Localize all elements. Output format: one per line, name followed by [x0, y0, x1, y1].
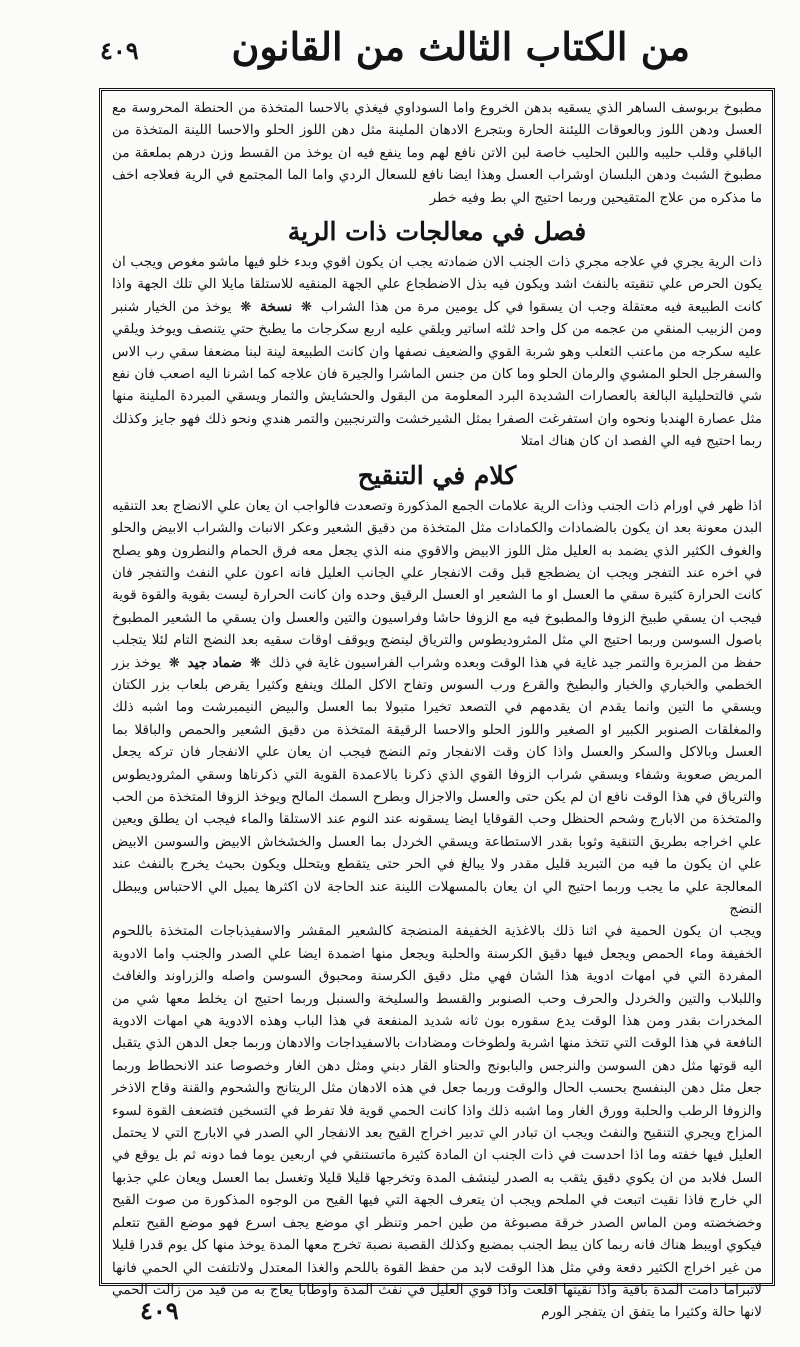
paragraph-purulence-text: اذا ظهر في اورام ذات الجنب وذات الرية علامات الجمع المذكورة وتصعدت فالواجب ان يعان علي الانضاج بعد التنقيه البدن معونة بعد ان يكون بالضمادات والكمادات مثل المتخذة من دقيق الشعير وعكر الانبات والشراب الابيض والحلو والغوف الكثير الذي يضمد به العليل مثل اللوز الابيض والاقوي منه الذي يجعل معه فرق الحمام والنطرون وهو يصلح في اخره عند التفجر ويجب ان يضطجع قبل وقت الانفجار علي الجانب العليل فانه اعون علي النفث والتفجر فان كانت الحرارة كثيرة سقي ما العسل او ما الشعير او العسل الرقيق وحده وان كانت الحرارة ليست بقوية والقوة قوية فيجب ان يسقي طبيخ الزوفا والمطبوخ فيه مع الزوفا حاشا وفراسيون والتين والعسل وان يسقي ما الشعير المطبوخ باصول السوسن وربما احتيج الي مثل المثروديطوس والترياق لينضج ويوقف اوقات سقيه بعد النضج التام لئلا يتجلب حفظ من المزبرة والتمر جيد غاية في هذا الوقت وبعده وشراب الفراسيون غاية في ذلك	[112, 497, 762, 671]
paragraph-recipe-text: يوخذ من الخيار شنبر ومن الزبيب المنقي من عجمه من كل واحد ثلثه اساتير ويلقي عليه اربع سكرجات ما يطبخ حتي يتنصف ويوخذ ويلقي عليه سكرجه من ماعنب الثعلب وهو شربة القوي والضعيف نصفها وان كانت الطبيعة لينة لبنا مضعفا سقي رب الاس والسفرجل الحلو المشوي والرمان الحلو وما كان من جنس الماشرا والجيرة فان علاجه كما اشرنا اليه اصعب فان نفع شي فالتحليلية البالغة بالعصارات الشديدة البرد المعلومة من البقول والحشايش والثمار ويسقي المبردة الملينة منها مثل عصارة الهندبا ونحوه وان استفرغت الصفرا بمثل الشيرخشت والترنجبين والتمر هندي ونحو ذلك فهو جايز وكذلك ربما احتيج فيه الي الفصد ان كان هناك امتلا	[112, 298, 762, 450]
running-title: من الكتاب الثالث من القانون	[231, 24, 690, 69]
paragraph-remedies: ويجب ان يكون الحمية في اثنا ذلك بالاغذية الخفيفة المنضجة كالشعير المقشر والاسفيذباجات المتخذة باللحوم الخفيفة وماء الحمص ويجعل فيها دقيق الكرسنة والحلبة ويجعل منها اضمدة ايضا علي الصدر والجنب واما الادوية المفردة التي في امهات ادوية هذا الشان فهي مثل دقيق الكرسنة ومحبوق السوسن واصله والزراوند والغافث واللبلاب والتين والخردل والحرف وحب الصنوبر والقسط والسليخة والسنبل وربما احتيج ان يخلط معها شي من المخدرات بقدر ومن هذا الوقت يدع سقوره بون ثانه شديد المنفعة في هذا الباب وهذه الادوية هي امهات الادوية النافعة في هذا الوقت التي تتخذ منها اشربة ولطوخات ومضادات بالاسفيداجات والادهان وربما جعل الدهن الذي يتقبل اليه قوتها مثل دهن السوسن والنرجس والبابونج والحناو القار دبني ومثل دهن الغار وخصوصا عند الانحطاط وربما جعل مثل دهن البنفسج بحسب الحال والوقت وربما جعل في هذه الادهان مثل الريتانج والشحوم والقنة وقاح الاذخر والزوفا الرطب والحلبة وورق الغار وما اشبه ذلك واذا كانت الحمي قوية فلا تفرط في التسخين فتضعف القوة لسوء المزاج ويجري التنقيح والنفث ويجب ان تبادر الي تدبير اخراج القيح بعد الانفجار الي الصدر في الابارج التي لا يحتمل العليل فيها خفته وما اذا احدست في ذات الجنب ان المادة كثيرة ماتستنقي في اربعين يوما فما دونه ثم بل يوقع في السل فلابد من ان يكوي دقيق يثقب به الصدر لينشف المدة وتخرجها قليلا قليلا وتغسل بما العسل ويعان علي جذبها الي خارج فاذا نقيت اتبعت في الملحم ويجب ان يتعرف الجهة التي فيها القيح من الوجوه المذكورة من صوت القيح وخضخضته ومن الماس الصدر خرقة مصبوغة من طين احمر وتنظر اي موضع يجف اسرع فهو موضع القيح تتعلم فيكوي اويبط هناك فانه ربما كان يبط الجنب بمضبع وكذلك القصبة نصبة تخرج معها المدة يوخذ منها كل يوم قدرا قليلا من غير اخراج الكثير دفعة وفي مثل هذا الوقت لابد من حفظ القوة باللحم والغذا المعتدل ولاتلتفت الي الحمي فانها لاتبراما دامت المدة باقية واذا نقيتها اقلعت واذا قوي العليل في نفث المدة واوطابا يعاج به من قيد من زالت الحمي لانها حالة وكثيرا ما يتفق ان يتفجر الورم	[112, 923, 762, 1321]
ornament-icon: ❋	[240, 298, 252, 315]
recipe-label-nuskha: نسخة	[260, 298, 293, 315]
ornament-icon: ❋	[168, 654, 180, 671]
ornament-icon: ❋	[300, 298, 313, 315]
signature-mark: ٤٠٩	[140, 1296, 179, 1325]
paragraph-lung-treatment-text: ذات الرية يجري في علاجه مجري ذات الجنب الان ضمادته يجب ان يكون اقوي وبدء خلو فيها ماشو مغوص ويجب ان يكون الحرص علي تنقيته بالنفث اشد ويكون فيه بذل الاضطجاع علي الجهة المنقيه للاستلقا مايلا الي تلك الجهة واذا كانت الطبيعة فيه معتقلة وجب ان يسقوا في كل يومين مرة من هذا الشراب	[112, 254, 762, 315]
page-number: ٤٠٩	[100, 36, 139, 65]
page-header	[70, 20, 760, 80]
paragraph-intro: مطبوخ بربوسف الساهر الذي يسقيه بدهن الخروع واما السوداوي فيغذي بالاحسا المتخذة من الحنطة المحروسة مع العسل ودهن اللوز وبالعوقات الليئنة الحارة وبتجرع الادهان الملينة مثل دهن اللوز الحلو والاحسا اللينة المتخذة من الباقلي وقلب حليبه واللبن الحليب خاصة لبن الاتن نافع لهم وما ينفع فيه ان يوخذ من القسط وزن درهم بملعقة من مطبوخ الشبث ودهن البلسان اوشراب العسل وهذا ايضا نافع للسعال الردي واما الما المجتمع في الرية فعلاجه اخف ما مذكره من علاج المتقيحين وربما احتيج الي بط وفيه خطر	[112, 100, 762, 206]
paragraph-lung-treatment	[112, 251, 762, 453]
ornament-icon: ❋	[249, 654, 262, 671]
recipe-label-dimad: ضماد جيد	[187, 654, 242, 671]
section-heading-lung-treatment: فصل في معالجات ذات الرية	[287, 217, 587, 247]
paragraph-dimad-text: يوخذ بزر الخطمي والخباري والخبار والبطيخ والقرع ورب السوس وتفاح الاكل الملك وينفع وكثيرا يقرص بلعاب بزر الكتان ويسقي ما التين وانما يقدم ان يقدمهم في التصعد تخيرا متبولا بما العسل والبيض النيمبرشت وما اشبه ذلك والمغلقات الصنوبر الكبير او الصغير واللوز الحلو والاحسا الرقيقة المتخذة من دقيق الشعير والحمص والباقلا بما العسل وبالاكل والسكر والعسل واذا كان وقت الانفجار وتم النضج فيجب ان يعان علي الانفجار فان تركه يجعل المريض صعوبة وشفاء ويسقي شراب الزوفا القوي الذي ذكرنا بالاعمدة القوية التي ذكرناها وسقي المثروديطوس والترياق في هذا الوقت نافع ان لم يكن حتى والعسل والاجزال وبطرح السمك المالح ويوخذ الزوفا المتخذة من الحب والمتخذة من الابارج وشحم الحنظل وحب القوقايا ايضا يسقونه عند النوم عند الاستلقا والماء فيجب ان يطلق ويعين علي اخراجه بطريق التنقية وثوبا بقدر الاستطاعة ويسقي الخردل بما العسل والخشخاش الابيض والسوسن الابيض علي ان يكون ما فيه من التبريد قليل مقدر ولا يبالغ في الحر حتى يتقطع ويتحلل ويكون بحيث يخرج بالنفث عند المعالجة علي ما يجب وربما احتيج الي ان يعان بالمسهلات اللينة عند الحاجة لان اكثرها يميل الي الاحتباس ويبطل النضج	[112, 654, 762, 917]
paragraph-purulence	[112, 495, 762, 921]
section-heading-purulence: كلام في التنقيح	[357, 460, 517, 490]
